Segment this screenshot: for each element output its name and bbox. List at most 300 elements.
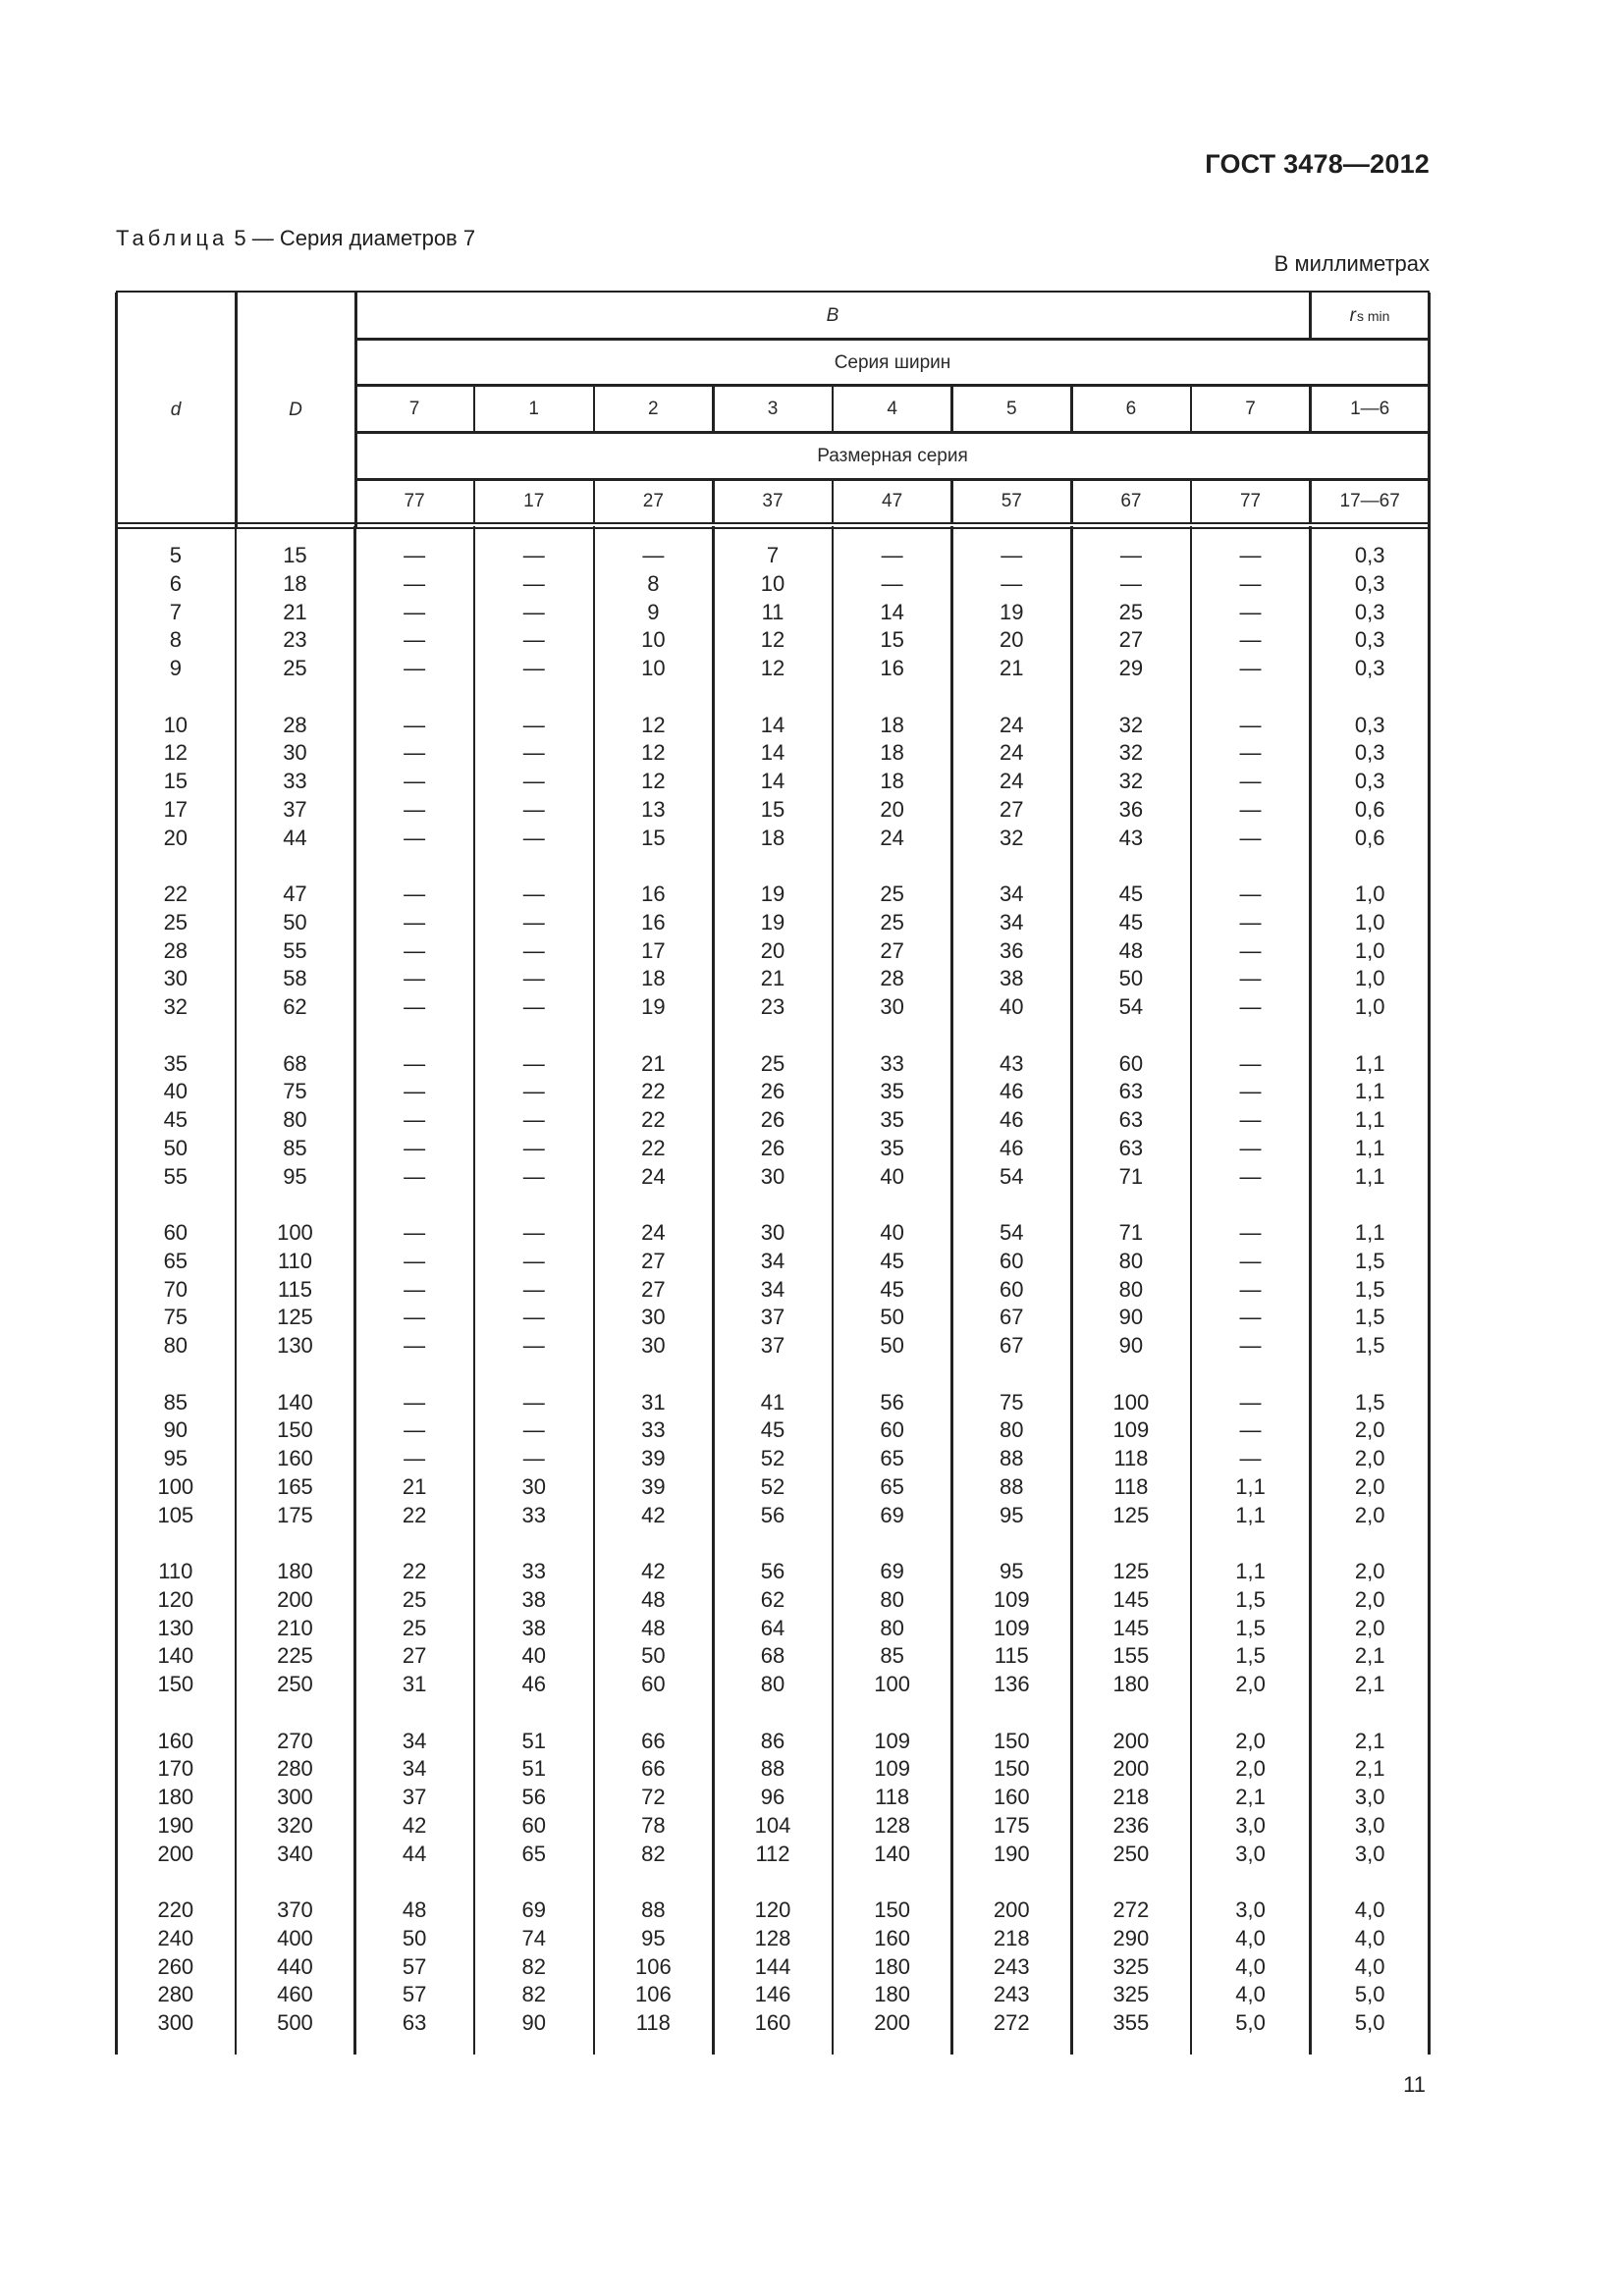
table-cell: — — [522, 1079, 545, 1104]
row-group — [1191, 1050, 1311, 1192]
row-group — [354, 1050, 474, 1192]
table-cell: 48 — [641, 1586, 666, 1612]
table-cell: 115 — [277, 1276, 312, 1302]
table-cell: 272 — [1112, 1897, 1150, 1922]
row-group — [1310, 1389, 1430, 1530]
row-group — [1191, 881, 1311, 1022]
table-cell: 0,3 — [1354, 769, 1385, 793]
table-cell: 15 — [880, 627, 904, 653]
table-cell: 12 — [760, 627, 785, 653]
table-cell: 25 — [880, 881, 904, 906]
table-cell: — — [522, 881, 545, 906]
table-cell: 144 — [754, 1953, 791, 1979]
divider — [473, 386, 476, 432]
table-cell: 67 — [1000, 1305, 1024, 1330]
table-cell: 118 — [875, 1785, 910, 1809]
table-cell: 100 — [1112, 1389, 1150, 1415]
table-cell: 46 — [521, 1672, 546, 1696]
table-cell: 1,0 — [1354, 937, 1385, 963]
table-cell: 70 — [163, 1276, 189, 1302]
column-D — [236, 542, 355, 2066]
table-cell: 20 — [880, 796, 904, 822]
table-cell: 3,0 — [1354, 1785, 1385, 1809]
row-group — [354, 1219, 474, 1361]
table-cell: 2,1 — [1354, 1643, 1385, 1669]
table-cell: 42 — [641, 1502, 666, 1527]
table-cell: 280 — [277, 1756, 313, 1782]
table-cell: — — [404, 966, 426, 991]
table-cell: 2,0 — [1354, 1559, 1385, 1583]
table-cell: 325 — [1112, 1953, 1150, 1979]
table-cell: — — [1239, 570, 1262, 596]
table-cell: — — [522, 1333, 545, 1358]
row-group — [474, 881, 594, 1022]
table-cell: 2,0 — [1354, 1615, 1385, 1640]
table-cell: 240 — [157, 1925, 194, 1950]
dimension-series-cell: 47 — [882, 490, 903, 511]
table-cell: — — [522, 796, 545, 822]
table-cell: — — [1239, 909, 1262, 934]
table-cell: 110 — [158, 1559, 193, 1583]
table-cell: — — [522, 1163, 545, 1189]
table-cell: 325 — [1112, 1982, 1150, 2007]
table-cell: — — [522, 909, 545, 934]
row-group — [713, 1896, 833, 2038]
table-cell: 146 — [754, 1982, 791, 2007]
column-B_27 — [594, 542, 714, 2066]
table-cell: 80 — [1118, 1276, 1144, 1302]
table-cell: 1,1 — [1354, 1079, 1385, 1104]
table-cell: 32 — [1000, 825, 1024, 850]
table-cell: 14 — [760, 769, 785, 793]
table-cell: 65 — [163, 1248, 189, 1273]
table-cell: 45 — [1118, 881, 1144, 906]
table-cell: 160 — [157, 1728, 194, 1753]
table-cell: 2,0 — [1354, 1446, 1385, 1470]
table-cell: 220 — [157, 1897, 194, 1922]
divider — [832, 479, 835, 523]
row-group — [1071, 1728, 1191, 1869]
table-cell: 2,0 — [1235, 1728, 1266, 1753]
table-cell: 1,5 — [1235, 1643, 1266, 1669]
table-cell: 175 — [993, 1812, 1030, 1838]
table-cell: 50 — [880, 1305, 904, 1330]
width-series-cell: 2 — [648, 398, 659, 419]
table-cell: 180 — [157, 1785, 194, 1809]
width-series-cell: 1—6 — [1350, 398, 1390, 419]
table-cell: 34 — [1000, 881, 1024, 906]
column-B_37 — [713, 542, 833, 2066]
dimension-series-cell: 77 — [1239, 490, 1262, 511]
table-cell: 26 — [760, 1135, 785, 1160]
table-cell: 51 — [521, 1728, 546, 1753]
row-group — [833, 881, 952, 1022]
table-cell: 31 — [641, 1389, 666, 1415]
table-cell: 0,6 — [1354, 796, 1385, 822]
table-cell: 118 — [1113, 1446, 1149, 1470]
table-cell: — — [404, 1446, 426, 1470]
table-cell: 67 — [1000, 1333, 1024, 1358]
table-cell: 88 — [1000, 1446, 1024, 1470]
table-caption-title: 5 — Серия диаметров 7 — [228, 226, 476, 250]
table-cell: — — [1239, 1079, 1262, 1104]
divider — [1070, 386, 1073, 432]
table-cell: 3,0 — [1235, 1841, 1266, 1866]
table-cell: 46 — [1000, 1079, 1024, 1104]
table-cell: 18 — [641, 966, 666, 991]
table-cell: 45 — [880, 1248, 904, 1273]
row-group — [951, 1050, 1071, 1192]
table-cell: 34 — [402, 1756, 427, 1782]
table-cell: 72 — [641, 1785, 666, 1809]
row-group — [116, 542, 236, 683]
table-cell: 44 — [283, 825, 307, 850]
table-cell: 500 — [277, 2010, 313, 2035]
table-cell: 88 — [1000, 1473, 1024, 1499]
table-cell: 15 — [760, 796, 785, 822]
table-cell: — — [881, 570, 903, 596]
table-cell: 95 — [163, 1446, 189, 1470]
table-cell: 1,0 — [1354, 994, 1385, 1019]
table-cell: 80 — [760, 1672, 785, 1696]
table-cell: 82 — [521, 1953, 546, 1979]
table-cell: — — [404, 543, 426, 567]
table-cell: 0,3 — [1354, 570, 1385, 596]
row-group — [951, 712, 1071, 853]
table-cell: — — [1239, 966, 1262, 991]
table-cell: 1,5 — [1235, 1615, 1266, 1640]
table-cell: 47 — [283, 881, 307, 906]
table-cell: 17 — [163, 796, 189, 822]
column-divider — [950, 526, 953, 2055]
table-cell: 60 — [641, 1672, 666, 1696]
table-cell: 88 — [641, 1897, 666, 1922]
row-group — [713, 1728, 833, 1869]
table-cell: 0,6 — [1354, 825, 1385, 850]
column-B_67 — [1071, 542, 1191, 2066]
table-cell: 25 — [760, 1050, 785, 1076]
table-cell: — — [522, 543, 545, 567]
table-cell: 85 — [880, 1643, 904, 1669]
row-group — [1071, 712, 1191, 853]
table-cell: 65 — [521, 1841, 546, 1866]
table-cell: — — [1239, 1276, 1262, 1302]
table-cell: 2,0 — [1235, 1756, 1266, 1782]
table-cell: 48 — [641, 1615, 666, 1640]
table-cell: 5,0 — [1354, 1982, 1385, 2007]
row-group — [116, 1558, 236, 1699]
table-cell: — — [1239, 1389, 1262, 1415]
table-cell: — — [404, 1107, 426, 1132]
table-cell: 1,1 — [1354, 1050, 1385, 1076]
table-cell: 145 — [1112, 1586, 1150, 1612]
table-cell: 22 — [402, 1559, 427, 1583]
dimension-series-cell: 17—67 — [1339, 490, 1400, 511]
table-cell: 3,0 — [1235, 1812, 1266, 1838]
divider — [1190, 479, 1193, 523]
table-cell: — — [1239, 1333, 1262, 1358]
row-group — [474, 1728, 594, 1869]
table-cell: 95 — [283, 1163, 307, 1189]
table-cell: 33 — [521, 1559, 546, 1583]
header-width-series: Серия ширин — [834, 351, 951, 373]
table-cell: 0,3 — [1354, 627, 1385, 653]
table-cell: 1,5 — [1354, 1333, 1385, 1358]
row-group — [594, 712, 714, 853]
row-group — [594, 1050, 714, 1192]
table-cell: 8 — [647, 570, 660, 596]
table-cell: 25 — [402, 1615, 427, 1640]
row-group — [594, 1389, 714, 1530]
table-cell: 50 — [402, 1925, 427, 1950]
table-cell: 250 — [277, 1672, 313, 1696]
table-cell: — — [522, 599, 545, 624]
table-cell: 60 — [163, 1220, 189, 1245]
table-cell: 34 — [1000, 909, 1024, 934]
table-cell: 95 — [1000, 1559, 1024, 1583]
table-cell: 51 — [521, 1756, 546, 1782]
table-cell: 37 — [760, 1305, 785, 1330]
table-cell: 40 — [880, 1163, 904, 1189]
column-divider — [115, 526, 118, 2055]
row-group — [1071, 1389, 1191, 1530]
table-cell: — — [1119, 543, 1142, 567]
table-cell: 210 — [277, 1615, 313, 1640]
row-group — [1310, 881, 1430, 1022]
table-cell: 5,0 — [1235, 2010, 1266, 2035]
divider — [1309, 479, 1312, 523]
table-cell: 56 — [760, 1502, 785, 1527]
row-group — [354, 1896, 474, 2038]
table-cell: 140 — [277, 1389, 313, 1415]
table-cell: 1,5 — [1354, 1389, 1385, 1415]
table-cell: — — [522, 1389, 545, 1415]
table-cell: 355 — [1112, 2010, 1150, 2035]
table-cell: 180 — [874, 1982, 910, 2007]
table-cell: 2,0 — [1235, 1672, 1266, 1696]
row-group — [1191, 1728, 1311, 1869]
dimension-series-cell: 17 — [523, 490, 545, 511]
table-cell: 63 — [1118, 1079, 1144, 1104]
table-cell: 34 — [760, 1276, 785, 1302]
header-r-subscript: s min — [1356, 308, 1390, 324]
table-cell: 300 — [277, 1785, 313, 1809]
row-group — [474, 1219, 594, 1361]
table-cell: — — [404, 570, 426, 596]
table-cell: 4,0 — [1235, 1925, 1266, 1950]
table-cell: 1,1 — [1235, 1502, 1266, 1527]
table-cell: 29 — [1118, 656, 1144, 680]
table-cell: 110 — [277, 1248, 312, 1273]
table-cell: 140 — [157, 1643, 194, 1669]
table-cell: 0,3 — [1354, 712, 1385, 737]
row-group — [116, 1389, 236, 1530]
table-cell: 66 — [641, 1756, 666, 1782]
table-cell: 0,3 — [1354, 656, 1385, 680]
row-group — [951, 1389, 1071, 1530]
row-group — [354, 542, 474, 683]
table-cell: 22 — [163, 881, 189, 906]
table-cell: 40 — [521, 1643, 546, 1669]
table-cell: 31 — [402, 1672, 427, 1696]
table-cell: — — [1239, 796, 1262, 822]
table-header — [116, 291, 1430, 526]
table-cell: 69 — [880, 1559, 904, 1583]
table-cell: 320 — [277, 1812, 313, 1838]
table-cell: 1,1 — [1354, 1220, 1385, 1245]
table-cell: 63 — [1118, 1107, 1144, 1132]
table-cell: 30 — [641, 1305, 666, 1330]
table-cell: 104 — [754, 1812, 791, 1838]
divider — [712, 386, 715, 432]
table-cell: 128 — [874, 1812, 910, 1838]
table-cell: 150 — [993, 1756, 1030, 1782]
row-group — [354, 1558, 474, 1699]
table-cell: — — [404, 909, 426, 934]
table-cell: 30 — [163, 966, 189, 991]
table-cell: — — [404, 1305, 426, 1330]
table-cell: — — [404, 1417, 426, 1443]
table-cell: 25 — [402, 1586, 427, 1612]
table-cell: — — [1239, 769, 1262, 793]
table-cell: — — [522, 1050, 545, 1076]
table-cell: 40 — [163, 1079, 189, 1104]
table-cell: 20 — [163, 825, 189, 850]
header-dimension-series: Размерная серия — [817, 446, 968, 466]
table-cell: — — [522, 966, 545, 991]
table-cell: 1,5 — [1354, 1305, 1385, 1330]
table-cell: 20 — [760, 937, 785, 963]
table-cell: 3,0 — [1354, 1841, 1385, 1866]
row-group — [951, 1219, 1071, 1361]
table-cell: 12 — [760, 656, 785, 680]
table-cell: 43 — [1118, 825, 1144, 850]
table-cell: 34 — [760, 1248, 785, 1273]
table-cell: 136 — [993, 1672, 1030, 1696]
table-cell: 95 — [641, 1925, 666, 1950]
table-cell: — — [522, 740, 545, 766]
divider — [593, 386, 596, 432]
row-group — [354, 1389, 474, 1530]
table-cell: 25 — [1118, 599, 1144, 624]
table-cell: 15 — [163, 769, 189, 793]
row-group — [236, 1728, 355, 1869]
table-cell: 32 — [163, 994, 189, 1019]
table-cell: 69 — [521, 1897, 546, 1922]
column-divider — [1070, 526, 1073, 2055]
row-group — [594, 1558, 714, 1699]
table-cell: 2,1 — [1354, 1728, 1385, 1753]
table-cell: 28 — [283, 712, 307, 737]
table-cell: 218 — [1112, 1785, 1150, 1809]
table-cell: — — [1239, 1050, 1262, 1076]
column-divider — [1309, 526, 1312, 2055]
table-cell: 36 — [1000, 937, 1024, 963]
table-cell: 140 — [874, 1841, 910, 1866]
table-cell: — — [1239, 1163, 1262, 1189]
row-group — [713, 881, 833, 1022]
table-cell: 30 — [283, 740, 307, 766]
row-group — [1071, 1219, 1191, 1361]
table-cell: 50 — [283, 909, 307, 934]
table-cell: 22 — [641, 1079, 666, 1104]
table-cell: 85 — [163, 1389, 189, 1415]
table-cell: — — [404, 825, 426, 850]
table-cell: 45 — [760, 1417, 785, 1443]
divider — [1190, 386, 1193, 432]
table-cell: — — [881, 543, 903, 567]
table-cell: — — [522, 1220, 545, 1245]
table-cell: 60 — [521, 1812, 546, 1838]
table-cell: — — [1239, 543, 1262, 567]
table-cell: 80 — [163, 1333, 189, 1358]
table-cell: 118 — [1113, 1473, 1149, 1499]
row-group — [116, 1896, 236, 2038]
dimension-series-cell: 77 — [404, 490, 425, 511]
row-group — [1310, 542, 1430, 683]
table-cell: — — [522, 1248, 545, 1273]
row-group — [1071, 1050, 1191, 1192]
table-cell: 24 — [1000, 740, 1024, 766]
table-cell: 52 — [760, 1446, 785, 1470]
table-cell: 90 — [163, 1417, 189, 1443]
table-cell: 65 — [880, 1446, 904, 1470]
table-cell: 1,5 — [1354, 1248, 1385, 1273]
table-cell: 19 — [1000, 599, 1024, 624]
table-cell: 27 — [641, 1276, 666, 1302]
table-cell: 280 — [157, 1982, 194, 2007]
table-cell: 400 — [277, 1925, 313, 1950]
row-group — [833, 1558, 952, 1699]
table-cell: 35 — [163, 1050, 189, 1076]
table-cell: — — [522, 570, 545, 596]
row-group — [713, 1050, 833, 1192]
table-cell: 68 — [283, 1050, 307, 1076]
table-cell: 18 — [880, 740, 904, 766]
table-cell: 460 — [277, 1982, 313, 2007]
table-border-right — [1428, 526, 1431, 2055]
table-cell: 1,0 — [1354, 909, 1385, 934]
table-cell: 95 — [1000, 1502, 1024, 1527]
row-group — [474, 1896, 594, 2038]
table-cell: 21 — [641, 1050, 666, 1076]
table-cell: 440 — [277, 1953, 313, 1979]
table-cell: 38 — [1000, 966, 1024, 991]
table-cell: 50 — [1118, 966, 1144, 991]
table-cell: 8 — [169, 627, 182, 653]
table-cell: 80 — [1118, 1248, 1144, 1273]
table-cell: 109 — [874, 1728, 910, 1753]
table-cell: 250 — [1112, 1841, 1150, 1866]
table-cell: 10 — [760, 570, 785, 596]
table-cell: 25 — [880, 909, 904, 934]
width-series-cell: 4 — [887, 398, 897, 419]
table-cell: — — [1239, 1107, 1262, 1132]
table-cell: 145 — [1112, 1615, 1150, 1640]
table-cell: 7 — [766, 543, 780, 567]
column-divider — [235, 526, 238, 2055]
table-cell: 63 — [1118, 1135, 1144, 1160]
table-cell: — — [1239, 627, 1262, 653]
row-group — [1310, 1558, 1430, 1699]
table-cell: 38 — [521, 1615, 546, 1640]
table-cell: — — [522, 1276, 545, 1302]
table-cell: 39 — [641, 1473, 666, 1499]
table-cell: 30 — [880, 994, 904, 1019]
width-series-cell: 5 — [1005, 398, 1017, 419]
table-cell: 60 — [1118, 1050, 1144, 1076]
table-cell: 14 — [760, 712, 785, 737]
